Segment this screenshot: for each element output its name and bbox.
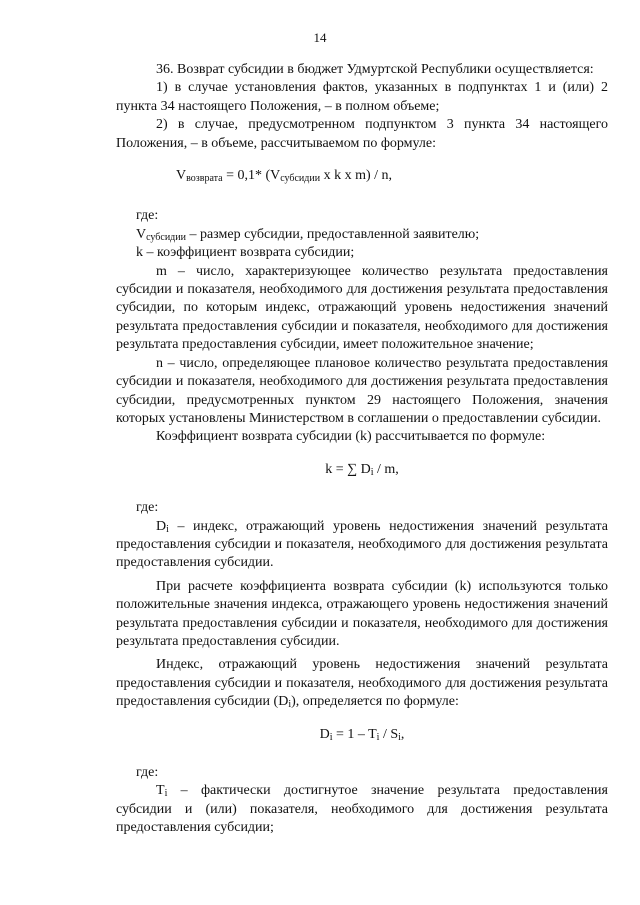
paragraph-index: Индекс, отражающий уровень недостижения значений результата предоставления субсидии и показателя, необходимого для достижения результата предоставления субсидии $(D_i)$, определяется по формуле: xyxy=(116,657,608,711)
paragraph-36: 36. Возврат субсидии в бюджет Удмуртской Республики осуществляется: xyxy=(156,62,594,77)
where-label-2: где: xyxy=(136,500,159,516)
definition-di: $D_i$ – индекс, отражающий уровень недостижения значений результата предоставления субсидии и показателя, необходимого для достижения результата предоставления субсидии. xyxy=(116,518,608,571)
definition-m: m – число, характеризующее количество результата предоставления субсидии и показателя, необходимого для достижения результата предоставления субсидии, по которым индекс, отражающий уровень недостижения значений результата предоставления субсидии и показателя, необходимого для достижения результата предоставления субсидии, имеет положительное значение; xyxy=(116,263,608,353)
list-item-2: 2) в случае, предусмотренном подпунктом 3 пункта 34 настоящего Положения, – в объеме, рассчитываемом по формуле: xyxy=(116,117,608,151)
document-body xyxy=(116,61,608,838)
paragraph-positive-values: При расчете коэффициента возврата субсидии (k) используются только положительные значения индекса, отражающего уровень недостижения значений результата предоставления субсидии и показателя, необходимого для достижения результата предоставления субсидии. xyxy=(116,578,608,649)
list-item-1: 1) в случае установления фактов, указанных в подпунктах 1 и (или) 2 пункта 34 настоящего Положения, – в полном объеме; xyxy=(116,80,608,114)
page-number: 14 xyxy=(313,30,327,45)
definition-k: k – коэффициент возврата субсидии; xyxy=(136,245,355,261)
formula-k: k = ∑ $D_i$ / m, xyxy=(325,461,399,478)
definition-n: n – число, определяющее плановое количество результата предоставления субсидии и показателя, необходимого для достижения результата предоставления субсидии, предусмотренных пунктом 29 настоящего Положения, значения которых установлены Министерством в соглашении о предоставлении субсидии. xyxy=(116,355,608,426)
definition-v-subsidy: $V_{субсидии}$ – размер субсидии, предоставленной заявителю; xyxy=(136,226,480,243)
formula-di: $D_i = 1 - T_i / S_i$, xyxy=(319,726,405,743)
where-label-3: где: xyxy=(136,765,159,780)
k-formula-intro: Коэффициент возврата субсидии (k) рассчитывается по формуле: xyxy=(156,429,546,445)
where-label-1: где: xyxy=(136,208,159,224)
definition-ti: $T_i$ – фактически достигнутое значение результата предоставления субсидии и (или) показателя, необходимого для достижения результата предоставления субсидии; xyxy=(116,783,608,836)
formula-refund: $V_{возврата} = 0,1*$ ($V_{субсидии}$ x k x m) / n, xyxy=(176,168,393,185)
